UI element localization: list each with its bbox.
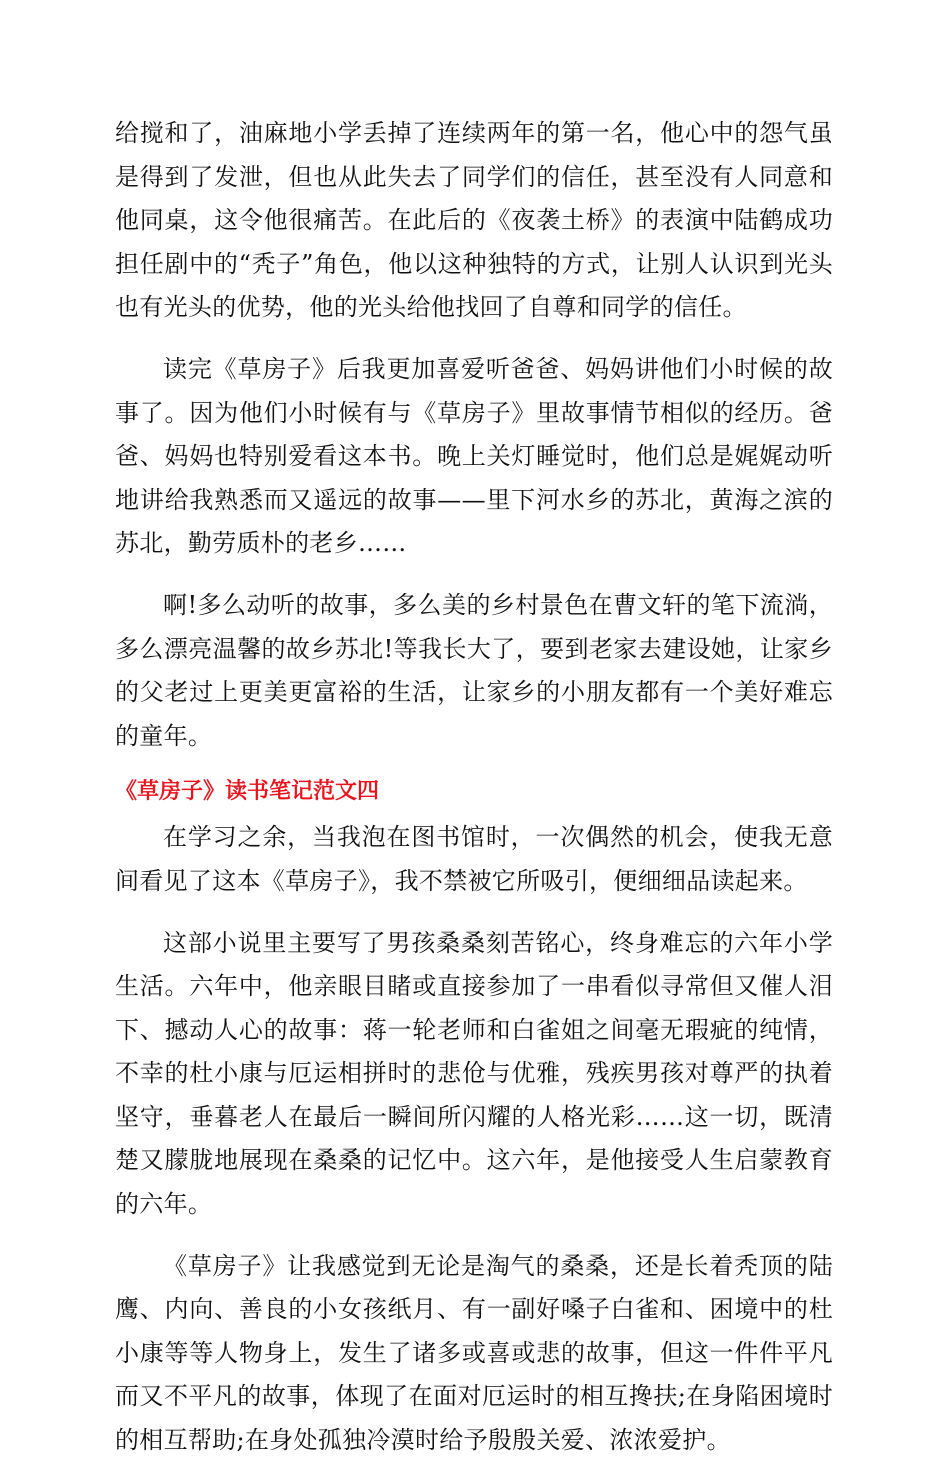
paragraph-reading-reflection: 读完《草房子》后我更加喜爱听爸爸、妈妈讲他们小时候的故事了。因为他们小时候有与《草房子》里故事情节相似的经历。爸爸、妈妈也特别爱看这本书。晚上关灯睡觉时，他们总是娓娓动听地讲给我熟悉而又遥远的故事——里下河水乡的苏北，黄海之滨的苏北，勤劳质朴的老乡…… (115, 354, 833, 558)
paragraph-continuation: 给搅和了，油麻地小学丢掉了连续两年的第一名，他心中的怨气虽是得到了发泄，但也从此失去了同学们的信任，甚至没有人同意和他同桌，这令他很痛苦。在此后的《夜袭土桥》的表演中陆鹤成功担任剧中的“秃子”角色，他以这种独特的方式，让别人认识到光头也有光头的优势，他的光头给他找回了自尊和同学的信任。 (115, 119, 833, 322)
section-heading: 《草房子》读书笔记范文四 (115, 779, 380, 805)
paragraph-summary: 这部小说里主要写了男孩桑桑刻苦铭心，终身难忘的六年小学生活。六年中，他亲眼目睹或直接参加了一串看似寻常但又催人泪下、撼动人心的故事：蒋一轮老师和白雀姐之间毫无瑕疵的纯情，不幸的杜小康与厄运相拼时的悲伧与优雅，残疾男孩对尊严的执着坚守，垂暮老人在最后一瞬间所闪耀的人格光彩……这一切，既清楚又朦胧地展现在桑桑的记忆中。这六年，是他接受人生启蒙教育的六年。 (115, 928, 833, 1219)
document-page (115, 112, 833, 1463)
paragraph-intro: 在学习之余，当我泡在图书馆时，一次偶然的机会，使我无意间看见了这本《草房子》，我不禁被它所吸引，便细细品读起来。 (115, 823, 833, 895)
paragraph-conclusion: 《草房子》让我感觉到无论是淘气的桑桑，还是长着秃顶的陆鹰、内向、善良的小女孩纸月、有一副好嗓子白雀和、困境中的杜小康等等人物身上，发生了诸多或喜或悲的故事，但这一件件平凡而又不平凡的故事，体现了在面对厄运时的相互搀扶;在身陷困境时的相互帮助;在身处孤独冷漠时给予殷殷关爱、浓浓爱护。 (115, 1251, 833, 1455)
paragraph-hometown: 啊!多么动听的故事，多么美的乡村景色在曹文轩的笔下流淌，多么漂亮温馨的故乡苏北!等我长大了，要到老家去建设她，让家乡的父老过上更美更富裕的生活，让家乡的小朋友都有一个美好难忘的童年。 (115, 590, 833, 750)
